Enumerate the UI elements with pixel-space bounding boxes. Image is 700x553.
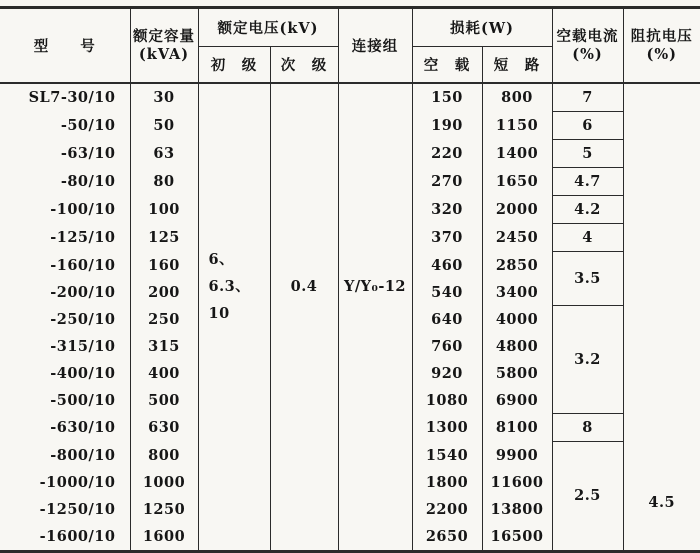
no-load-loss-cell: 2200: [412, 496, 482, 523]
table-row: [0, 83, 700, 112]
model-cell: -1000/10: [39, 473, 116, 491]
short-circuit-loss-cell: 1400: [482, 140, 552, 168]
col-header-capacity-unit: (kVA): [138, 45, 190, 63]
capacity-cell: 30: [130, 83, 198, 112]
no-load-loss-cell: 320: [412, 196, 482, 224]
no-load-loss-cell: 1080: [412, 387, 482, 414]
no-load-loss-cell: 270: [412, 168, 482, 196]
primary-voltage-value: 10: [208, 305, 230, 322]
model-cell: -630/10: [50, 419, 116, 436]
short-circuit-loss-cell: 3400: [482, 279, 552, 306]
capacity-cell: 200: [130, 279, 198, 306]
model-cell: -1600/10: [39, 527, 116, 545]
col-header-impedance: [623, 8, 700, 84]
no-load-current-cell: 4.2: [552, 196, 623, 224]
short-circuit-loss-cell: 6900: [482, 387, 552, 414]
no-load-loss-cell: 150: [412, 83, 482, 112]
capacity-cell: 500: [130, 387, 198, 414]
no-load-current-cell: 4.7: [552, 168, 623, 196]
col-header-impedance-unit: (%): [646, 45, 678, 63]
model-cell: -100/10: [50, 201, 116, 218]
capacity-cell: 1250: [130, 496, 198, 523]
model-cell: -125/10: [50, 229, 116, 246]
short-circuit-loss-cell: 2850: [482, 252, 552, 279]
no-load-loss-cell: 190: [412, 112, 482, 140]
col-header-model: 型 号: [0, 8, 130, 84]
model-cell: -200/10: [50, 283, 116, 301]
no-load-loss-cell: 2650: [412, 523, 482, 552]
model-cell: -1250/10: [39, 500, 116, 518]
model-cell: -160/10: [50, 256, 116, 274]
model-cell: -250/10: [50, 310, 116, 328]
capacity-cell: 1000: [130, 469, 198, 496]
model-cell: SL7-30/10: [28, 89, 116, 107]
short-circuit-loss-cell: 2000: [482, 196, 552, 224]
col-header-no-load-current: [552, 8, 623, 84]
col-header-no-load-current-title: 空载电流: [556, 27, 619, 45]
col-header-short-circuit: 短 路: [482, 47, 552, 84]
no-load-current-cell: 2.5: [552, 442, 623, 552]
no-load-loss-cell: 220: [412, 140, 482, 168]
short-circuit-loss-cell: 4000: [482, 306, 552, 333]
short-circuit-loss-cell: 11600: [482, 469, 552, 496]
capacity-cell: 400: [130, 360, 198, 387]
no-load-loss-cell: 1800: [412, 469, 482, 496]
short-circuit-loss-cell: 9900: [482, 442, 552, 469]
no-load-loss-cell: 370: [412, 224, 482, 252]
no-load-current-cell: 5: [552, 140, 623, 168]
col-header-impedance-title: 阻抗电压: [630, 27, 693, 45]
model-cell: -500/10: [50, 391, 116, 409]
short-circuit-loss-cell: 13800: [482, 496, 552, 523]
model-cell: -50/10: [60, 117, 116, 134]
no-load-current-cell: 6: [552, 112, 623, 140]
col-header-no-load: 空 载: [412, 47, 482, 84]
no-load-loss-cell: 1540: [412, 442, 482, 469]
col-header-secondary: 次 级: [270, 47, 338, 84]
model-cell: -80/10: [60, 173, 116, 190]
capacity-cell: 315: [130, 333, 198, 360]
col-header-no-load-current-unit: (%): [572, 45, 603, 63]
impedance-voltage-value: 4.5: [648, 494, 676, 511]
no-load-current-cell: 4: [552, 224, 623, 252]
capacity-cell: 630: [130, 414, 198, 442]
capacity-cell: 125: [130, 224, 198, 252]
primary-voltage-cell: [198, 83, 270, 551]
connection-group-cell: [338, 83, 412, 551]
no-load-current-cell: 8: [552, 414, 623, 442]
primary-voltage-value: 6、: [208, 251, 235, 268]
capacity-cell: 1600: [130, 523, 198, 552]
no-load-current-cell: 3.5: [552, 252, 623, 306]
col-header-capacity-title: 额定容量: [133, 27, 195, 45]
model-cell: -400/10: [50, 364, 116, 382]
col-header-connection: 连接组: [338, 8, 412, 84]
no-load-loss-cell: 540: [412, 279, 482, 306]
capacity-cell: 50: [130, 112, 198, 140]
col-header-capacity: [130, 8, 198, 84]
capacity-cell: 250: [130, 306, 198, 333]
short-circuit-loss-cell: 2450: [482, 224, 552, 252]
impedance-voltage-cell: [623, 83, 700, 551]
col-header-primary: 初 级: [198, 47, 270, 84]
short-circuit-loss-cell: 1150: [482, 112, 552, 140]
model-cell: -63/10: [60, 145, 116, 162]
col-header-loss-group: 损耗(W): [412, 8, 552, 47]
secondary-voltage-cell: [270, 83, 338, 551]
transformer-spec-table: [0, 6, 700, 553]
capacity-cell: 100: [130, 196, 198, 224]
model-cell: -315/10: [50, 337, 116, 355]
model-cell: -800/10: [50, 446, 116, 464]
no-load-loss-cell: 460: [412, 252, 482, 279]
short-circuit-loss-cell: 5800: [482, 360, 552, 387]
no-load-loss-cell: 920: [412, 360, 482, 387]
short-circuit-loss-cell: 1650: [482, 168, 552, 196]
short-circuit-loss-cell: 8100: [482, 414, 552, 442]
col-header-voltage-group: 额定电压(kV): [198, 8, 338, 47]
no-load-loss-cell: 1300: [412, 414, 482, 442]
secondary-voltage-value: 0.4: [290, 278, 318, 295]
capacity-cell: 80: [130, 168, 198, 196]
capacity-cell: 160: [130, 252, 198, 279]
short-circuit-loss-cell: 4800: [482, 333, 552, 360]
short-circuit-loss-cell: 16500: [482, 523, 552, 552]
capacity-cell: 800: [130, 442, 198, 469]
no-load-current-cell: 7: [552, 83, 623, 112]
short-circuit-loss-cell: 800: [482, 83, 552, 112]
no-load-loss-cell: 640: [412, 306, 482, 333]
capacity-cell: 63: [130, 140, 198, 168]
no-load-loss-cell: 760: [412, 333, 482, 360]
no-load-current-cell: 3.2: [552, 306, 623, 414]
connection-group-value: Y/Y₀-12: [343, 278, 407, 295]
primary-voltage-value: 6.3、: [208, 278, 251, 295]
